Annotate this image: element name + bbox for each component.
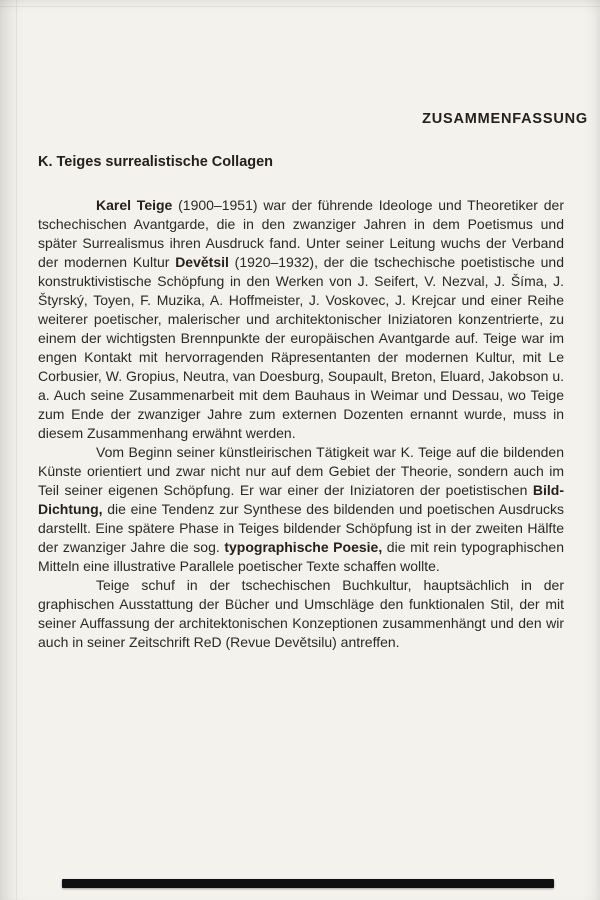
bold-run-typographische-poesie: typographische Poesie, xyxy=(224,539,383,555)
page-header-row xyxy=(0,0,600,128)
text-run: die mit rein typographischen Mitteln eine illustrative Parallele poetischer Texte schaffen wollte. xyxy=(38,539,564,574)
section-title: K. Teiges surrealistische Collagen xyxy=(38,154,274,170)
summary-header-label: ZUSAMMENFASSUNG xyxy=(422,111,588,127)
text-run: (1920–1932), der die tschechische poetistische und konstruktivistische Schöpfung in den Werken von J. Seifert, V. Nezval, J. Šíma, J. Štyrský, Toyen, F. Muzika, A. Hoffmeister, J. Voskovec, J. Krejcar und einer Reihe weiterer poetischer, malerischer und architektonischer Iniziatoren konzentrierte, zu einem der wichtigsten Brennpunkte der europäischen Avantgarde auf. Teige war im engen Kontakt mit hervorragenden Räpresentanten der modernen Kultur, mit Le Corbusier, W. Gropius, Neutra, van Doesburg, Soupault, Breton, Eluard, Jakobson u. a. Auch seine Zusammenarbeit mit dem Bauhaus in Weimar und Dessau, wo Teige zum Ende der zwanziger Jahre zum externen Dozenten ernannt wurde, muss in diesem Zusammenhang erwähnt werden. xyxy=(38,254,564,441)
scan-artifact-bar xyxy=(62,879,554,888)
paragraph-3 xyxy=(38,576,564,652)
paragraph-1 xyxy=(38,196,564,443)
paragraph-2 xyxy=(38,443,564,576)
bold-run-karel-teige: Karel Teige xyxy=(96,197,173,213)
text-run: (1900–1951) war der führende Ideologe und Theoretiker der tschechischen Avantgarde, die in den zwanziger Jahren in dem Poetismus und später Surrealismus ihren Ausdruck fand. Unter seiner Leitung wuchs der Verband der modernen Kultur xyxy=(38,197,564,270)
page-content xyxy=(38,153,564,652)
bold-run-bild-dichtung: Bild-Dichtung, xyxy=(38,482,564,517)
page-edge-top xyxy=(0,6,600,7)
bold-run-devetsil: Devětsil xyxy=(175,254,229,270)
text-run: Vom Beginn seiner künstleirischen Tätigkeit war K. Teige auf die bildenden Künste orientiert und zwar nicht nur auf dem Gebiet der Theorie, sondern auch im Teil seiner eigenen Schöpfung. Er war einer der Iniziatoren der poetistischen xyxy=(38,444,564,498)
page-edge-left xyxy=(16,0,17,900)
text-run: Teige schuf in der tschechischen Buchkultur, hauptsächlich in der graphischen Ausstattung der Bücher und Umschläge den funktionalen Stil, der mit seiner Auffassung der architektonischen Konzeptionen zusammenhängt und den wir auch in seiner Zeitschrift ReD (Revue Devětsilu) antreffen. xyxy=(38,577,564,650)
text-run: die eine Tendenz zur Synthese des bildenden und poetischen Ausdrucks darstellt. Eine spätere Phase in Teiges bildender Schöpfung ist in der zweiten Hälfte der zwanziger Jahre die sog. xyxy=(38,501,564,555)
